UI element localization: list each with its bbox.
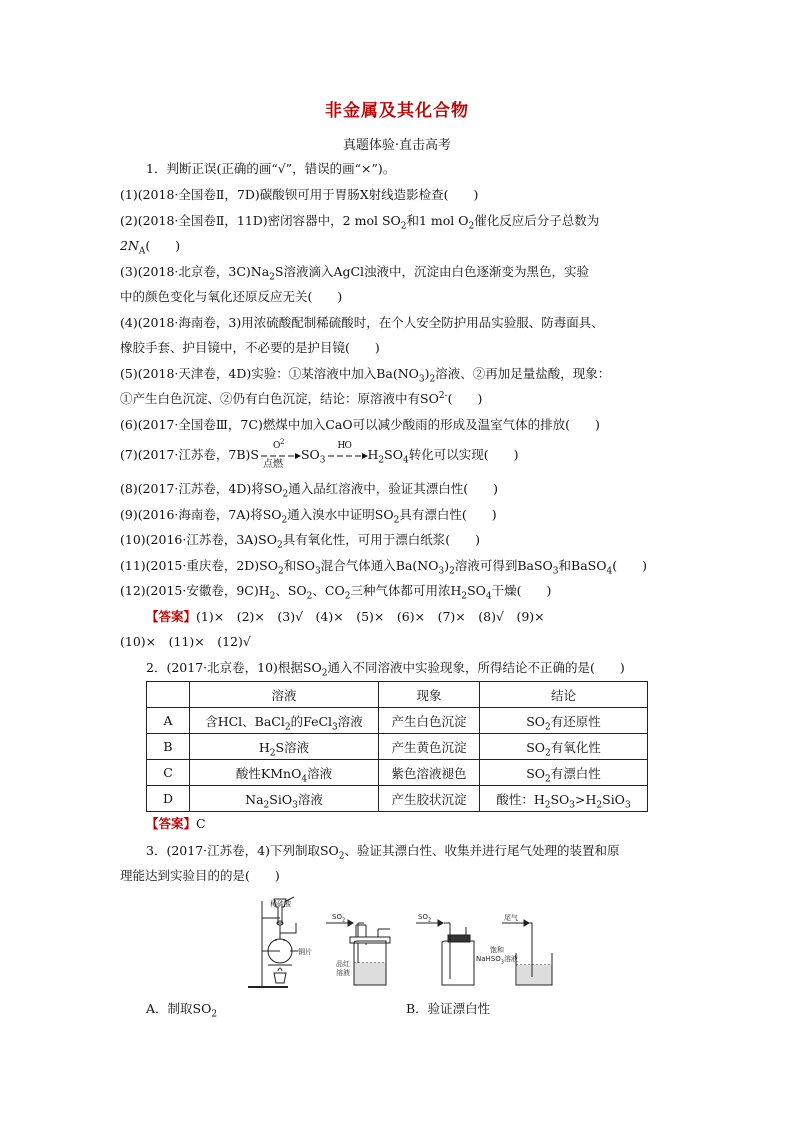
label-solution: 溶液 [336,969,350,977]
table-header-row [147,682,648,708]
table-header-cell: 溶液 [190,682,379,708]
table-header-cell: 现象 [379,682,480,708]
table-header-cell: 结论 [480,682,648,708]
q3-option-a: A．制取$SO_2$ [146,1001,218,1020]
apparatus-c [416,920,474,985]
q1-item-3: (3)(2018·北京卷，$3C)Na_2S$溶液滴入AgCl浊液中，沉淀由白色逐渐变为黑色，实验 [120,264,590,283]
row-label: B [147,734,190,760]
row-solution: $Na_2SiO_3$溶液 [190,786,379,812]
q2-stem: 2．(2017·北京卷，10)根据$SO_2$通入不同溶液中实验现象，所得结论不正确的是( ) [146,660,625,679]
label-copper: 铜片 [298,948,312,956]
label-pinhong: 品红 [336,960,350,968]
table-row [147,708,648,734]
apparatus-a [248,897,298,987]
q2-table [146,681,648,812]
q1-item-9: (9)(2016·海南卷，7A)将$SO_2$通入溴水中证明$SO_2$具有漂白性( ) [120,507,497,526]
page-title: 非金属及其化合物 [325,101,469,121]
q3-option-b: B．验证漂白性 [406,1001,491,1016]
label-tail-gas: 尾气 [504,914,518,922]
row-conclusion: 酸性：$H_2SO_3>H_2SiO_3$ [480,786,648,812]
table-row [147,786,648,812]
q1-item-2: (2)(2018·全国卷Ⅱ，11D)密闭容器中，2 mol $SO_2$和1 mol $O_2$催化反应后分子总数为 [120,213,600,232]
label-nahso3: NaHSO$_3$溶液 [476,955,518,966]
row-label: D [147,786,190,812]
answer-tag: 【答案】 [146,609,197,624]
row-solution: 酸性KMnO$_4$溶液 [190,760,379,786]
q3-stem: 3．(2017·江苏卷，4)下列制取$SO_2$、验证其漂白性、收集并进行尾气处理的装置和原 [146,843,620,862]
row-phenomenon: 产生黄色沉淀 [379,734,480,760]
q1-item-10: (10)(2016·江苏卷，$3A)SO_2$具有氧化性，可用于漂白纸浆( ) [120,532,480,551]
label-so2-b: $SO_2$ [332,913,346,924]
label-so2-c: $SO_2$ [418,913,432,924]
q1-item-7: (7)(2017·江苏卷，7B)S O 2 点燃 $SO_3$ H O $H_2SO_4$转化可以实现( ) [120,437,519,470]
table-row [147,734,648,760]
table-row [147,760,648,786]
q2-answer: 【答案】C [146,816,206,831]
q1-item-2-cont: $2N_A$( ) [120,238,181,257]
row-phenomenon: 产生胶状沉淀 [379,786,480,812]
q1-item-6: (6)(2017·全国卷Ⅲ，7C)燃煤中加入CaO可以减少酸雨的形成及温室气体的排放( ) [120,417,600,432]
row-solution: 含HCl、BaCl$_2$的FeCl$_3$溶液 [190,708,379,734]
row-phenomenon: 产生白色沉淀 [379,708,480,734]
label-dilute-acid: 稀硫酸 [270,900,291,908]
q1-item-4: (4)(2018·海南卷，3)用浓硫酸配制稀硫酸时，在个人安全防护用品实验服、防毒面具、 [120,315,604,330]
q1-item-3-cont: 中的颜色变化与氧化还原反应无关( ) [120,289,343,304]
row-solution: $H_2S$溶液 [190,734,379,760]
row-label: C [147,760,190,786]
row-phenomenon: 紫色溶液褪色 [379,760,480,786]
q1-item-8: (8)(2017·江苏卷，4D)将$SO_2$通入品红溶液中，验证其漂白性( ) [120,481,499,500]
q3-stem-cont: 理能达到实验目的的是( ) [120,868,280,883]
q1-item-1: (1)(2018·全国卷Ⅱ，7D)碳酸钡可用于胃肠X射线造影检查( ) [120,187,479,202]
row-conclusion: $SO_2$有漂白性 [480,760,648,786]
q1-item-5-cont: ①产生白色沉淀、②仍有白色沉淀，结论：原溶液中有$SO^{2-}$( ) [120,390,483,406]
q1-answer: 【答案】(1)× (2)× (3)√ (4)× (5)× (6)× (7)× (8)√ (9)× [146,609,545,624]
row-conclusion: $SO_2$有还原性 [480,708,648,734]
q1-answer-cont: (10)× (11)× (12)√ [120,634,251,649]
q1-item-12: (12)(2015·安徽卷，$9C)H_2$、$SO_2$、$CO_2$三种气体都可用浓$H_2SO_4$干燥( ) [120,583,552,602]
label-saturated: 饱和 [490,946,504,954]
row-label: A [147,708,190,734]
q1-item-5: (5)(2018·天津卷，4D)实验：①某溶液中加入$Ba(NO_3)_2$溶液、②再加足量盐酸，现象： [120,366,611,385]
reaction-arrow-1: O 2 点燃 [259,447,301,465]
q1-item-4-cont: 橡胶手套、护目镜中，不必要的是护目镜( ) [120,340,380,355]
reaction-arrow-2: H O [326,447,368,465]
q1-item-11: (11)(2015·重庆卷，$2D)SO_2$和$SO_3$混合气体通入$Ba(NO_3)_2$溶液可得到BaSO$_3$和BaSO$_4$( ) [120,558,647,577]
table-header-cell [147,682,190,708]
row-conclusion: $SO_2$有氧化性 [480,734,648,760]
apparatus-d [502,920,552,985]
answer-tag: 【答案】 [146,816,197,831]
section-subtitle: 真题体验·直击高考 [342,138,452,153]
apparatus-figure [240,893,560,993]
q1-stem: 1．判断正误(正确的画“√”，错误的画“×”)。 [146,161,396,176]
